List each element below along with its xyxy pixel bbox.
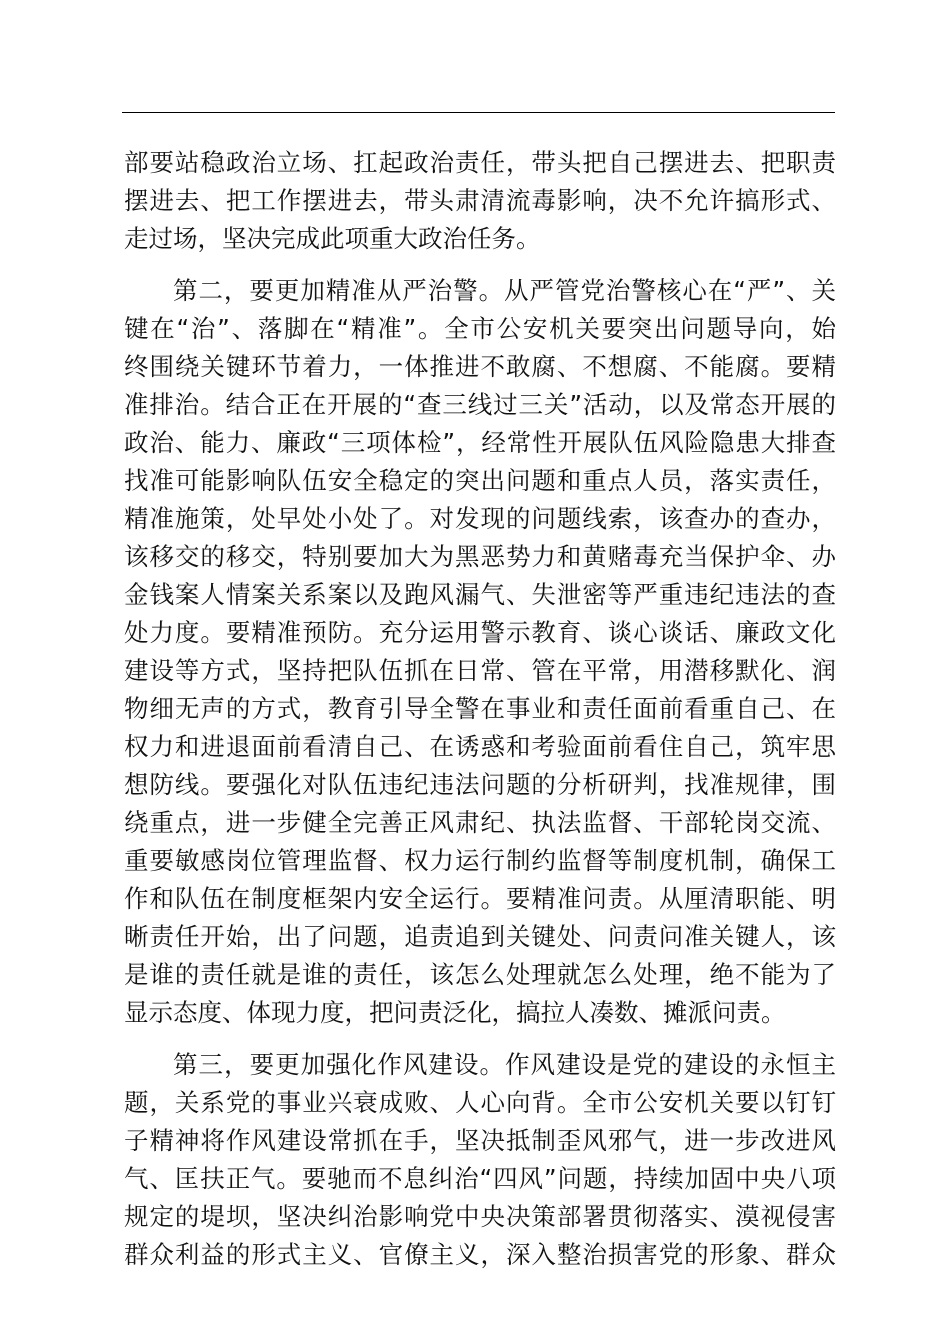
header-rule [122,112,835,113]
paragraph-continuation [124,144,836,258]
paragraph-third-point [124,1046,836,1274]
text-line: 显示态度、体现力度，把问责泛化，搞拉人凑数、摊派问责。 [124,998,786,1027]
text-line: 作和队伍在制度框架内安全运行。要精准问责。从厘清职能、明 [124,884,836,913]
text-line: 权力和进退面前看清自己、在诱惑和考验面前看住自己，筑牢思 [124,732,836,761]
paragraph-gap [124,1032,836,1046]
text-line: 精准施策，处早处小处了。对发现的问题线索，该查办的查办， [124,504,836,533]
text-line: 子精神将作风建设常抓在手，坚决抵制歪风邪气，进一步改进风 [124,1126,836,1155]
text-line: 第三，要更加强化作风建设。作风建设是党的建设的永恒主 [173,1050,836,1079]
text-line: 第二，要更加精准从严治警。从严管党治警核心在“严”、关 [173,276,836,305]
text-line: 政治、能力、廉政“三项体检”，经常性开展队伍风险隐患大排查 [124,428,836,457]
text-line: 终围绕关键环节着力，一体推进不敢腐、不想腐、不能腐。要精 [124,352,836,381]
text-line: 金钱案人情案关系案以及跑风漏气、失泄密等严重违纪违法的查 [124,580,836,609]
text-line: 气、匡扶正气。要驰而不息纠治“四风”问题，持续加固中央八项 [124,1164,836,1193]
paragraph-gap [124,258,836,272]
text-line: 部要站稳政治立场、扛起政治责任，带头把自己摆进去、把职责 [124,148,836,177]
text-line: 处力度。要精准预防。充分运用警示教育、谈心谈话、廉政文化 [124,618,836,647]
text-line: 重要敏感岗位管理监督、权力运行制约监督等制度机制，确保工 [124,846,836,875]
text-line: 题，关系党的事业兴衰成败、人心向背。全市公安机关要以钉钉 [124,1088,836,1117]
text-line: 找准可能影响队伍安全稳定的突出问题和重点人员，落实责任， [124,466,836,495]
text-line: 是谁的责任就是谁的责任，该怎么处理就怎么处理，绝不能为了 [124,960,836,989]
text-line: 走过场，坚决完成此项重大政治任务。 [124,224,541,253]
text-line: 键在“治”、落脚在“精准”。全市公安机关要突出问题导向，始 [124,314,836,343]
body-text [124,144,836,1274]
text-line: 该移交的移交，特别要加大为黑恶势力和黄赌毒充当保护伞、办 [124,542,836,571]
text-line: 准排治。结合正在开展的“查三线过三关”活动，以及常态开展的 [124,390,836,419]
text-line: 摆进去、把工作摆进去，带头肃清流毒影响，决不允许搞形式、 [124,186,836,215]
text-line: 规定的堤坝，坚决纠治影响党中央决策部署贯彻落实、漠视侵害 [124,1202,836,1231]
text-line: 想防线。要强化对队伍违纪违法问题的分析研判，找准规律，围 [124,770,836,799]
text-line: 晰责任开始，出了问题，追责追到关键处、问责问准关键人，该 [124,922,836,951]
text-line: 建设等方式，坚持把队伍抓在日常、管在平常，用潜移默化、润 [124,656,836,685]
paragraph-second-point [124,272,836,1032]
text-line: 物细无声的方式，教育引导全警在事业和责任面前看重自己、在 [124,694,836,723]
text-line: 绕重点，进一步健全完善正风肃纪、执法监督、干部轮岗交流、 [124,808,836,837]
text-line: 群众利益的形式主义、官僚主义，深入整治损害党的形象、群众 [124,1240,836,1269]
